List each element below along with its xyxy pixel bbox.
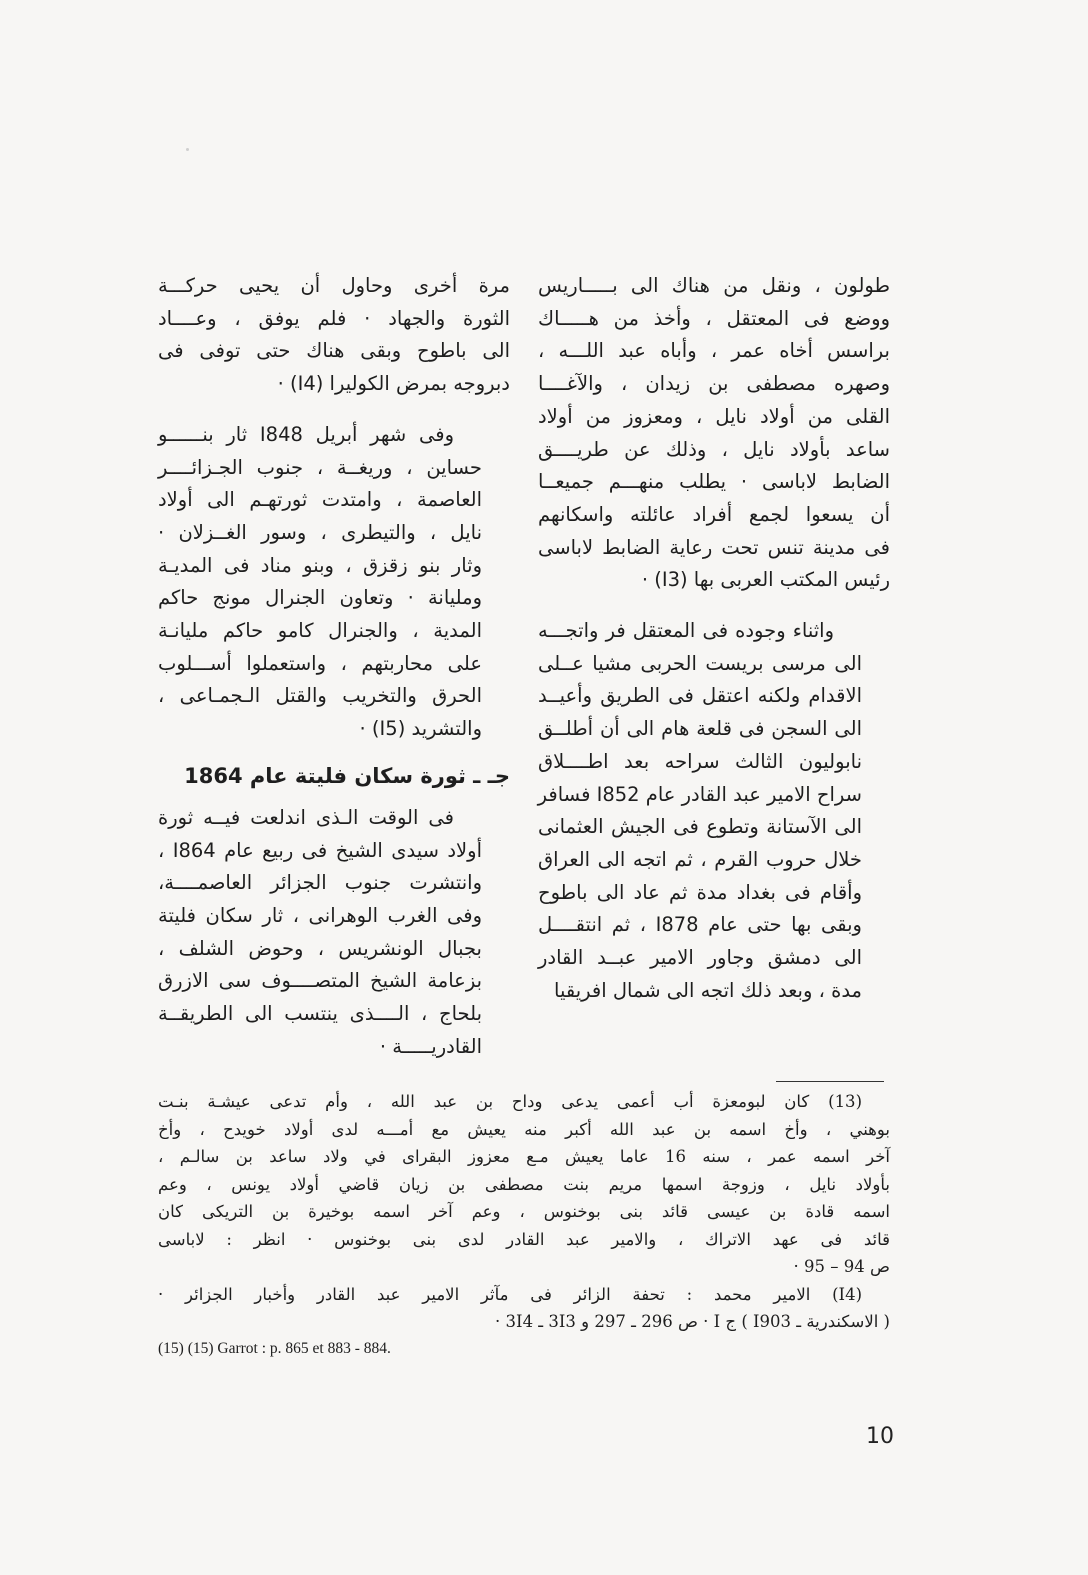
text-line: قائد فى عهد الاتراك ، والامير عبد القادر لدى بنى بوخنوس · انظر : لاباسى bbox=[158, 1229, 890, 1249]
text-line: ووضع فى المعتقل ، وأخذ من هـــــاك bbox=[538, 306, 890, 330]
text-line: المدية ، والجنرال كامو حاكم مليانـة bbox=[158, 619, 482, 643]
text-line: نايل ، والتيطرى ، وسور الغــزلان · bbox=[158, 520, 482, 544]
text-line: ومليانة · وتعاون الجنرال مونج حاكم bbox=[158, 586, 482, 610]
section-heading: جـ ـ ثورة سكان فليتة عام 1864 bbox=[184, 763, 510, 788]
text-line: العاصمة ، وامتدت ثورتهـم الى أولاد bbox=[158, 488, 482, 512]
paragraph bbox=[538, 615, 890, 1007]
text-line: واثناء وجوده فى المعتقل فر واتجـــه bbox=[538, 619, 834, 643]
page-number: 10 bbox=[866, 1424, 894, 1449]
footnote-14 bbox=[158, 1281, 890, 1336]
text-line: الى مرسى بريست الحربى مشيا عــلى bbox=[538, 651, 862, 675]
text-line: الاقدام ولكنه اعتقل فى الطريق وأعيــد bbox=[538, 684, 862, 708]
text-line: الى السجن فى قلعة هام الى أن أطلــق bbox=[538, 717, 862, 741]
text-line: حساين ، وريغــة ، جنوب الجـزائــــر bbox=[158, 455, 482, 479]
text-line: وأقام فى بغداد مدة ثم عاد الى باطوح bbox=[538, 880, 862, 904]
text-line: الى دمشق وجاور الامير عبــد القادر bbox=[538, 946, 862, 970]
text-line: ساعد بأولاد نايل ، وذلك عن طريــــق bbox=[538, 437, 890, 461]
text-line: أن يسعوا لجمع أفراد عائلته واسكانهم bbox=[538, 502, 890, 526]
text-line: آخر اسمه عمر ، سنه 16 عاما يعيش مـع معزوز البقراى في ولاد ساعد بن سالـم ، bbox=[158, 1147, 890, 1166]
text-line: بجبال الونشريس ، وحوض الشلف ، bbox=[158, 936, 482, 960]
text-line: رئيس المكتب العربى بها (I3) · bbox=[641, 568, 890, 592]
text-line: الحرق والتخريب والقتل الـجمـاعى ، bbox=[158, 684, 482, 708]
text-line: خلال حروب القرم ، ثم اتجه الى العراق bbox=[538, 847, 862, 871]
text-line: القلى من أولاد نايل ، ومعزوز من أولاد bbox=[538, 404, 890, 428]
text-line: وصهره مصطفى بن زيدان ، والآغــــا bbox=[538, 372, 890, 396]
text-line: على محاربتهم ، واستعملوا أســـلوب bbox=[158, 651, 482, 675]
text-line: (I4) الامير محمد : تحفة الزائر فى مآثر الامير عبد القادر وأخبار الجزائر · bbox=[158, 1284, 862, 1304]
text-line: ص 94 – 95 · bbox=[793, 1257, 890, 1276]
text-line: بأولاد نايل ، وزوجة اسمها مريم بنت مصطفى بن زيان قاضي أولاد يونس ، وعم bbox=[158, 1174, 890, 1194]
footnote-13 bbox=[158, 1088, 890, 1281]
text-line: والتشريد (I5) · bbox=[359, 717, 482, 741]
text-line: الثورة والجهاد · فلم يوفق ، وعــــاد bbox=[158, 306, 510, 330]
right-column bbox=[538, 270, 890, 1007]
text-line: نابوليون الثالث سراحه بعد اطــــلاق bbox=[538, 749, 862, 773]
text-line: مرة أخرى وحاول أن يحيى حركـــة bbox=[158, 274, 510, 297]
text-line: بوهني ، وأخ اسمه بن عبد الله أكبر منه يعيش مع أمـــه لدى أولاد خويدح ، وأخ bbox=[158, 1119, 890, 1139]
text-line: وفى الغرب الوهرانى ، ثار سكان فليتة bbox=[158, 903, 482, 927]
text-line: مدة ، وبعد ذلك اتجه الى شمال افريقيا bbox=[554, 978, 862, 1002]
text-line: أولاد سيدى الشيخ فى ربيع عام I864 ، bbox=[158, 838, 482, 862]
text-line: بزعامة الشيخ المتصــــوف سى الازرق bbox=[158, 969, 482, 993]
text-line: الضابط لاباسى · يطلب منهـــم جميعــا bbox=[538, 470, 890, 494]
footnotes bbox=[158, 1088, 890, 1360]
text-line: وثار بنو زقزق ، وبنو مناد فى المديـة bbox=[158, 553, 482, 577]
text-line: بلحاج ، الــــذى ينتسب الى الطريقــة bbox=[158, 1002, 482, 1026]
footnote-separator bbox=[776, 1081, 884, 1082]
text-line: سراح الامير عبد القادر عام I852 فسافر bbox=[537, 782, 862, 806]
paragraph bbox=[538, 270, 890, 597]
paragraph bbox=[158, 270, 510, 401]
left-column bbox=[158, 270, 510, 1063]
footnote-15: (15) (15) Garrot : p. 865 et 883 - 884. bbox=[158, 1339, 391, 1357]
text-line: (13) كان لبومعزة أب أعمى يدعى وداح بن عبد الله ، وأم تدعى عيشـة بنـت bbox=[158, 1092, 862, 1111]
paragraph bbox=[158, 802, 510, 1064]
text-line: براسس أخاه عمر ، وأباه عبد اللـــه ، bbox=[538, 339, 890, 363]
scan-speck bbox=[186, 148, 189, 151]
text-line: الى الآستانة وتطوع فى الجيش العثمانى bbox=[538, 815, 862, 839]
text-line: فى مدينة تنس تحت رعاية الضابط لاباسى bbox=[538, 535, 890, 559]
text-line: اسمه قادة بن عيسى قائد بنى بوخنوس ، وعم آخر اسمه بوخيرة بن التريكى كان bbox=[158, 1202, 890, 1221]
text-line: وبقى بها حتى عام I878 ، ثم انتقــــل bbox=[538, 913, 862, 937]
text-line: ( الاسكندرية ـ I903 ) ج I · ص 296 ـ 297 و 3I3 ـ 3I4 · bbox=[495, 1312, 890, 1331]
text-line: دبروجه بمرض الكوليرا (I4) · bbox=[277, 372, 510, 396]
text-line: وانتشرت جنوب الجزائر العاصمــــة، bbox=[158, 871, 482, 895]
text-line: الى باطوح وبقى هناك حتى توفى فى bbox=[158, 339, 510, 363]
text-line: القادريـــــة · bbox=[379, 1034, 482, 1058]
paragraph bbox=[158, 419, 510, 746]
text-line: فى الوقت الـذى اندلعت فيــه ثورة bbox=[158, 805, 454, 829]
text-line: وفى شهر أبريل I848 ثار بنــــــو bbox=[158, 422, 454, 446]
text-line: طولون ، ونقل من هناك الى بـــــاريس bbox=[538, 274, 890, 297]
